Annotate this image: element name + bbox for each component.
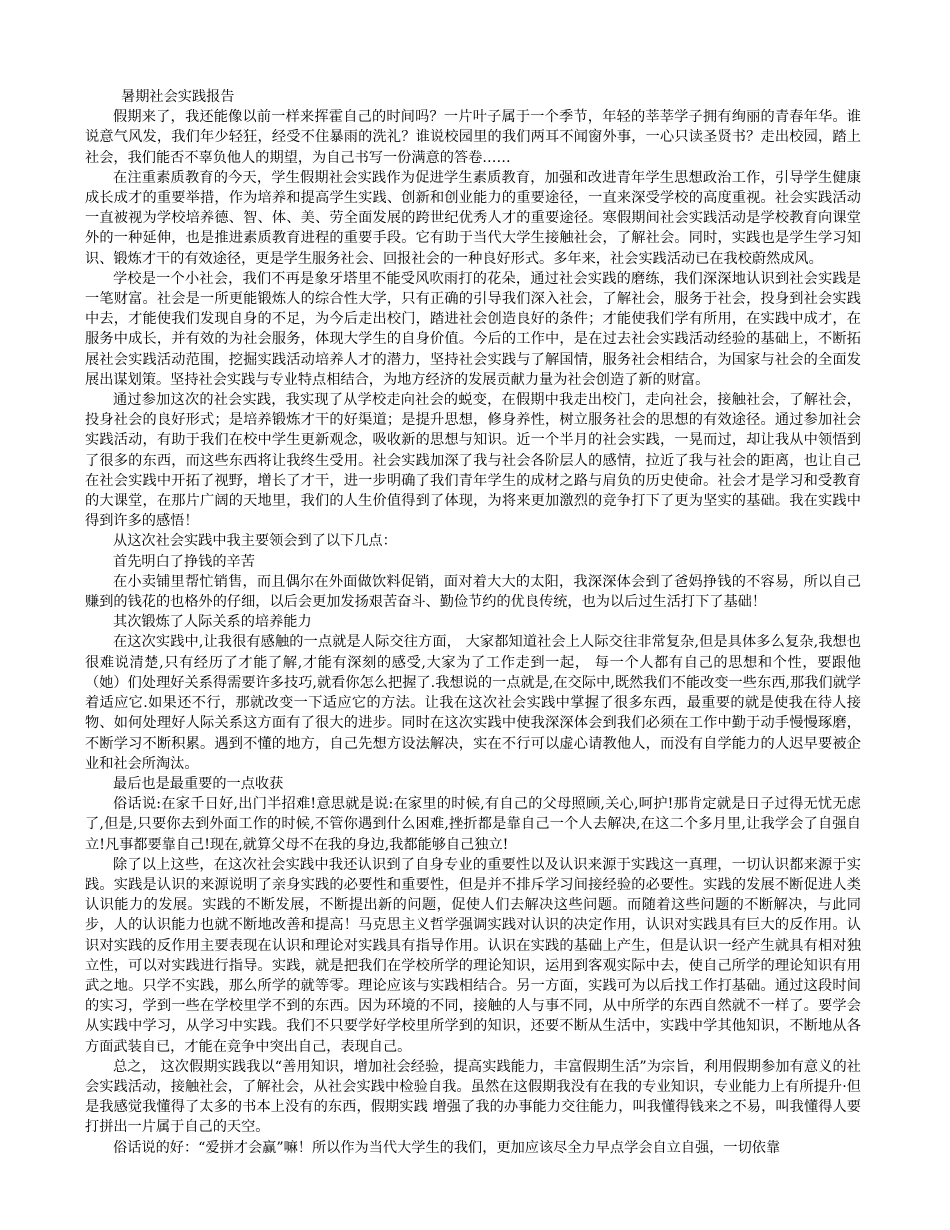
paragraph-practice-theory: 除了以上这些，在这次社会实践中我还认识到了自身专业的重要性以及认识来源于实践这一真理，一切认识都来源于实践。实践是认识的来源说明了亲身实践的必要性和重要性，但是并不排斥学习间接经验的必要性。实践的发展不断促进人类认识能力的发展。实践的不断发展，不断提出新的问题，促使人们去解决这些问题。而随着这些问题的不断解决，与此同步，人的认识能力也就不断地改善和提高！马克思主义哲学强调实践对认识的决定作用，认识对实践具有巨大的反作用。认识对实践的反作用主要表现在认识和理论对实践具有指导作用。认识在实践的基础上产生，但是认识一经产生就具有相对独立性，可以对实践进行指导。实践，就是把我们在学校所学的理论知识，运用到客观实际中去，使自己所学的理论知识有用武之地。只学不实践，那么所学的就等零。理论应该与实践相结合。另一方面，实践可为以后找工作打基础。通过这段时间的实习，学到一些在学校里学不到的东西。因为环境的不同，接触的人与事不同，从中所学的东西自然就不一样了。要学会从实践中学习，从学习中实践。我们不只要学好学校里所学到的知识，还要不断从生活中，实践中学其他知识，不断地从各方面武装自已，才能在竞争中突出自己，表现自己。 [85, 856, 861, 1055]
document-title: 暑期社会实践报告 [121, 89, 235, 105]
paragraph-independence: 俗话说:在家千日好,出门半招难!意思就是说:在家里的时候,有自己的父母照顾,关心,呵护!那肯定就是日子过得无忧无虑了,但是,只要你去到外面工作的时候,不管你遇到什么困难,挫折都是靠自己一个人去解决,在这二个多月里,让我学会了自强自立!凡事都要靠自己!现在,就算父母不在我的身边,我都能够自己独立! [85, 796, 861, 853]
paragraph-closing: 俗话说的好：“爱拼才会赢”嘛！所以作为当代大学生的我们，更加应该尽全力早点学会自立自强，一切依靠 [113, 1139, 781, 1156]
paragraph-summary: 总之， 这次假期实践我以“善用知识，增加社会经验，提高实践能力，丰富假期生活”为宗旨，利用假期参加有意义的社会实践活动，接触社会，了解社会，从社会实践中检验自我。虽然在这假期我没有在我的专业知识，专业能力上有所提升·但是我感觉我懂得了太多的书本上没有的东西，假期实践 增强了我的办事能力交往能力，叫我懂得钱来之不易，叫我懂得人要打拼出一片属于自己的天空。 [85, 1058, 861, 1136]
paragraph-intro: 假期来了，我还能像以前一样来挥霍自己的时间吗？一片叶子属于一个季节，年轻的莘莘学子拥有绚丽的青春年华。谁说意气风发，我们年少轻狂，经受不住暴雨的洗礼？谁说校园里的我们两耳不闻窗外事，一心只读圣贤书？走出校园，踏上社会，我们能否不辜负他人的期望，为自己书写一份满意的答卷…… [85, 109, 861, 166]
paragraph-school-society: 学校是一个小社会，我们不再是象牙塔里不能受风吹雨打的花朵，通过社会实践的磨练，我们深深地认识到社会实践是一笔财富。社会是一所更能锻炼人的综合性大学，只有正确的引导我们深入社会，了解社会，服务于社会，投身到社会实践中去，才能使我们发现自身的不足，为今后走出校门，踏进社会创造良好的条件；才能使我们学有所用，在实践中成才，在服务中成长，并有效的为社会服务，体现大学生的自身价值。今后的工作中，是在过去社会实践活动经验的基础上，不断拓展社会实践活动范围，挖掘实践活动培养人才的潜力，坚持社会实践与了解国情，服务社会相结合，为国家与社会的全面发展出谋划策。坚持社会实践与专业特点相结合，为地方经济的发展贡献力量为社会创造了新的财富。 [85, 270, 861, 388]
heading-first-lesson: 首先明白了挣钱的辛苦 [113, 553, 255, 570]
paragraph-participation: 通过参加这次的社会实践，我实现了从学校走向社会的蜕变，在假期中我走出校门，走向社会，接触社会，了解社会，投身社会的良好形式；是培养锻炼才干的好渠道；是提升思想，修身养性，树立服务社会的思想的有效途径。通过参加社会实践活动，有助于我们在校中学生更新观念，吸收新的思想与知识。近一个半月的社会实践，一晃而过，却让我从中领悟到了很多的东西，而这些东西将让我终生受用。社会实践加深了我与社会各阶层人的感情，拉近了我与社会的距离，也让自己在社会实践中开拓了视野，增长了才干，进一步明确了我们青年学生的成材之路与肩负的历史使命。社会才是学习和受教育的大课堂，在那片广阔的天地里，我们的人生价值得到了体现，为将来更加激烈的竞争打下了更为坚实的基础。我在实践中得到许多的感悟！ [85, 392, 861, 530]
paragraph-quality-education: 在注重素质教育的今天，学生假期社会实践作为促进学生素质教育，加强和改进青年学生思想政治工作，引导学生健康成长成才的重要举措，作为培养和提高学生实践、创新和创业能力的重要途径，一直来深受学校的高度重视。社会实践活动一直被视为学校培养德、智、体、美、劳全面发展的跨世纪优秀人才的重要途径。寒假期间社会实践活动是学校教育向课堂外的一种延伸，也是推进素质教育进程的重要手段。它有助于当代大学生接触社会，了解社会。同时，实践也是学生学习知识、锻炼才干的有效途径，更是学生服务社会、回报社会的一种良好形式。多年来，社会实践活动已在我校蔚然成风。 [85, 169, 861, 267]
paragraph-earning-money: 在小卖铺里帮忙销售，而且偶尔在外面做饮料促销，面对着大大的太阳，我深深体会到了爸妈挣钱的不容易，所以自己赚到的钱花的也格外的仔细，以后会更加发扬艰苦奋斗、勤俭节约的优良传统，也为以后过生活打下了基础！ [85, 573, 861, 611]
document-page [85, 87, 861, 1158]
heading-second-lesson: 其次锻炼了人际关系的培养能力 [113, 614, 312, 631]
heading-final-lesson: 最后也是最重要的一点收获 [113, 775, 284, 792]
paragraph-relationships: 在这次实践中,让我很有感触的一点就是人际交往方面， 大家都知道社会上人际交往非常复杂,但是具体多么复杂,我想也很难说清楚,只有经历了才能了解,才能有深刻的感受,大家为了工作走到一起， 每一个人都有自己的思想和个性，要跟他（她）们处理好关系得需要许多技巧,就看你怎么把握了.我想说的一点就是,在交际中,既然我们不能改变一些东西,那我们就学着适应它.如果还不行，那就改变一下适应它的方法。让我在这次社会实践中掌握了很多东西，最重要的就是使我在待人接物、如何处理好人际关系这方面有了很大的进步。同时在这次实践中使我深深体会到我们必须在工作中勤于动手慢慢琢磨，不断学习不断积累。遇到不懂的地方，自己先想方设法解决，实在不行可以虚心请教他人，而没有自学能力的人迟早要被企业和社会所淘汰。 [85, 634, 861, 772]
paragraph-lessons-intro: 从这次社会实践中我主要领会到了以下几点： [113, 533, 397, 550]
